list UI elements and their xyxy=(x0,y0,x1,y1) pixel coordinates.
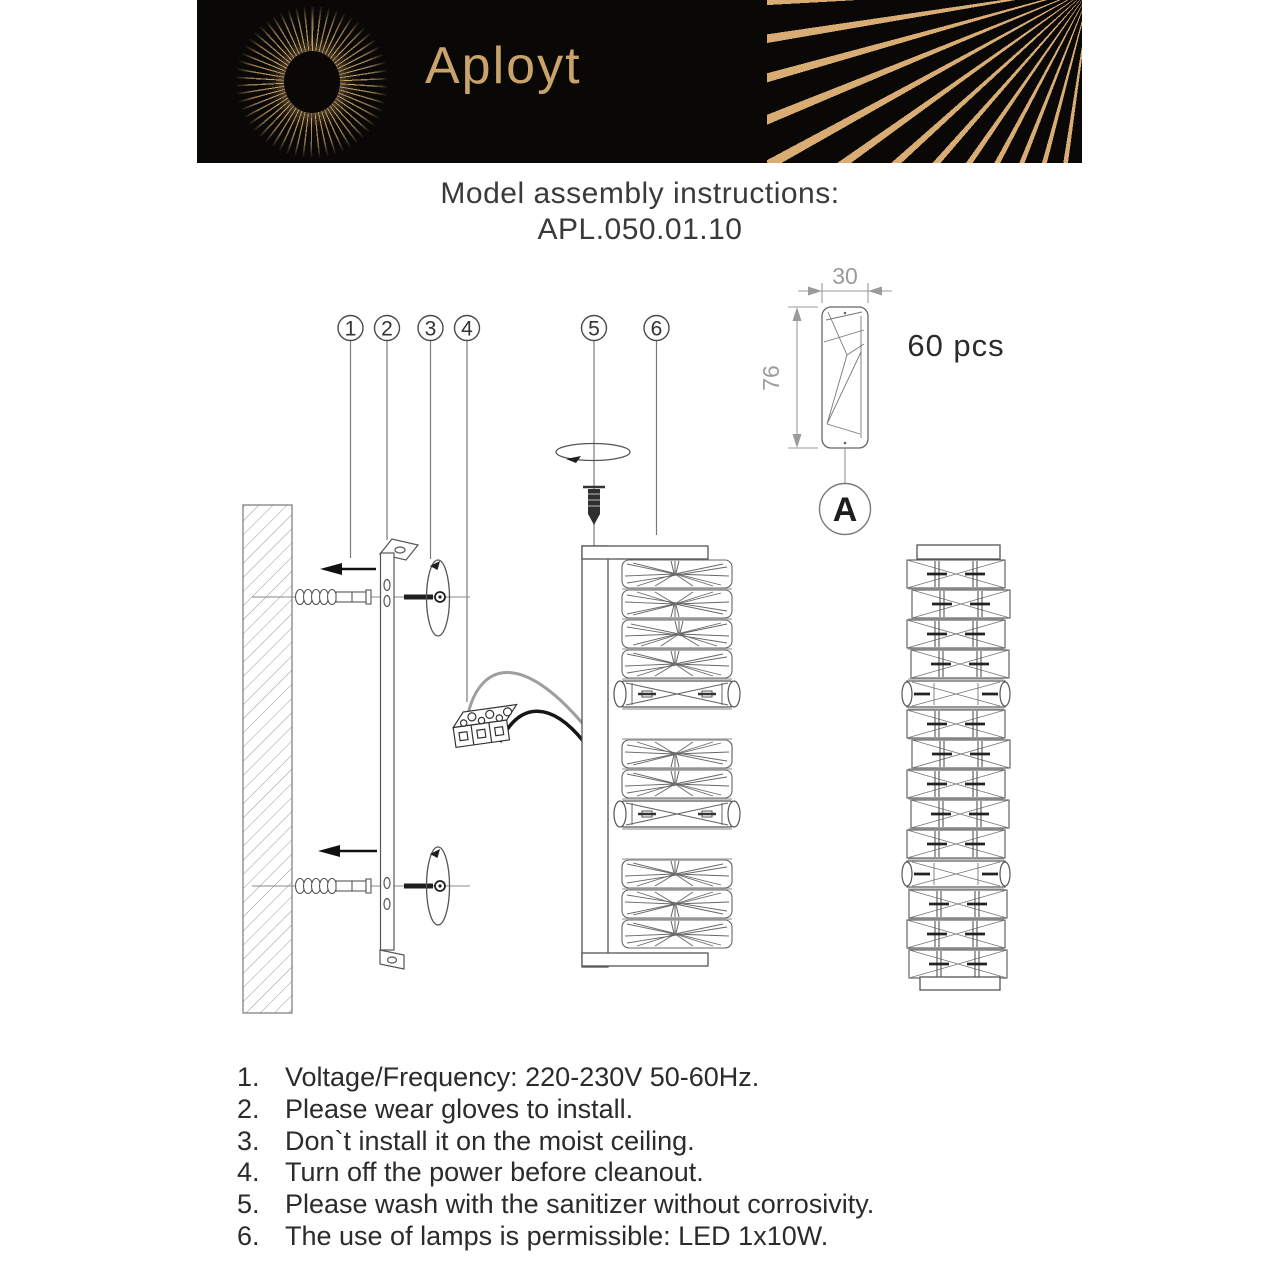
instruction-number: 4. xyxy=(237,1157,260,1188)
instruction-number: 6. xyxy=(237,1220,260,1251)
wall-anchor-top xyxy=(296,590,372,605)
instructions-list xyxy=(237,1062,1137,1253)
instruction-number: 3. xyxy=(237,1125,260,1156)
callout-2 xyxy=(375,316,400,341)
instruction-text: Please wash with the sanitizer without corrosivity. xyxy=(285,1189,875,1220)
callout-5 xyxy=(582,316,607,341)
brand-name: Aployt xyxy=(425,37,582,95)
svg-text:1: 1 xyxy=(344,317,357,341)
callout-1 xyxy=(338,316,363,341)
page-title: Model assembly instructions: xyxy=(440,177,840,210)
instruction-item-4 xyxy=(237,1157,1137,1189)
direction-arrow-bottom xyxy=(318,845,377,857)
dimension-width-value: 30 xyxy=(832,263,858,289)
svg-text:4: 4 xyxy=(461,317,473,341)
instruction-text: Don`t install it on the moist ceiling. xyxy=(285,1125,695,1156)
instruction-text: Voltage/Frequency: 220-230V 50-60Hz. xyxy=(285,1062,760,1092)
callout-lines xyxy=(351,341,657,702)
mounting-screw-top xyxy=(404,592,445,602)
instruction-item-3 xyxy=(237,1126,1137,1158)
instruction-item-1 xyxy=(237,1062,1137,1094)
assembly-screw xyxy=(583,487,605,525)
svg-text:3: 3 xyxy=(424,317,437,341)
callout-3 xyxy=(418,316,443,341)
instruction-number: 1. xyxy=(237,1062,260,1092)
instruction-text: Please wear gloves to install. xyxy=(285,1093,634,1124)
mounting-bracket xyxy=(380,539,418,969)
instruction-item-6 xyxy=(237,1221,1137,1253)
wall-section xyxy=(243,505,292,1013)
callouts xyxy=(338,316,669,341)
callout-4 xyxy=(455,316,480,341)
dimension-height xyxy=(788,307,818,448)
direction-arrow-top xyxy=(320,563,376,575)
quantity-label: 60 pcs xyxy=(907,328,1005,363)
instruction-text: Turn off the power before cleanout. xyxy=(285,1157,704,1188)
instruction-text: The use of lamps is permissible: LED 1x10W. xyxy=(285,1220,829,1251)
mounting-screw-bottom xyxy=(404,881,445,891)
callout-6 xyxy=(644,316,669,341)
svg-text:6: 6 xyxy=(650,317,663,341)
svg-text:5: 5 xyxy=(588,317,600,341)
instruction-item-2 xyxy=(237,1094,1137,1126)
instruction-item-5 xyxy=(237,1189,1137,1221)
svg-text:2: 2 xyxy=(381,317,393,341)
dimension-height-value: 76 xyxy=(758,365,784,391)
detail-label-a: A xyxy=(832,491,858,529)
crystal-detail xyxy=(758,263,1005,535)
rotation-indicator-screw xyxy=(556,444,630,464)
lamp-front-view xyxy=(902,545,1010,990)
model-number: APL.050.01.10 xyxy=(537,213,743,246)
instruction-number: 2. xyxy=(237,1093,260,1124)
lamp-side-view xyxy=(582,546,740,967)
instruction-number: 5. xyxy=(237,1189,260,1220)
wall-anchor-bottom xyxy=(296,879,372,894)
